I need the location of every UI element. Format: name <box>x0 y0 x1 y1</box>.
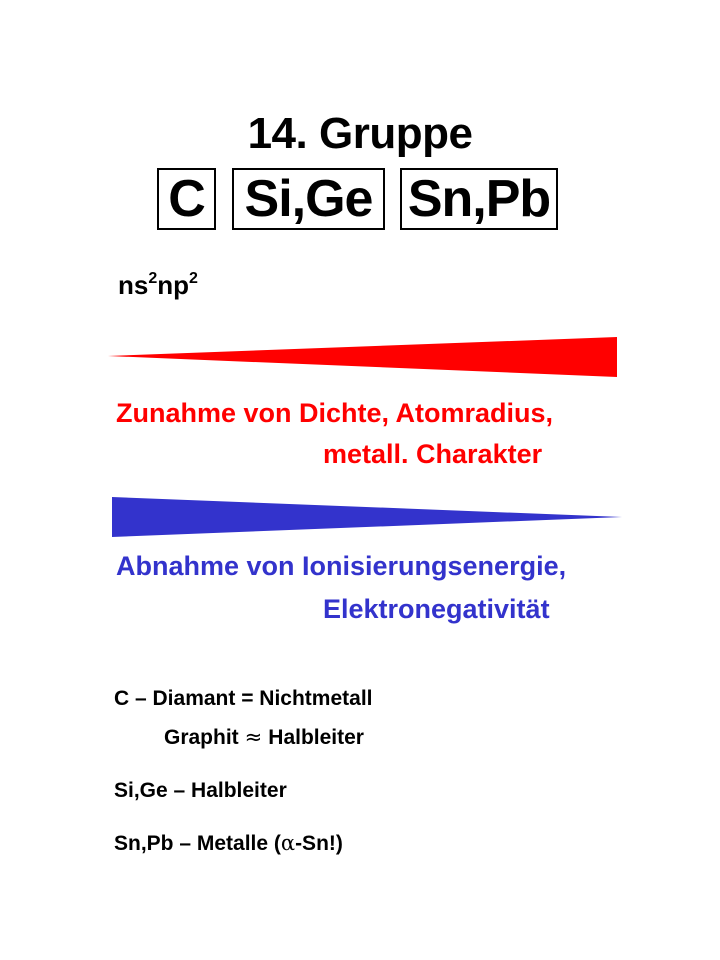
fact-si-ge: Si,Ge – Halbleiter <box>114 779 287 802</box>
element-box-sn-pb: Sn,Pb <box>400 168 558 230</box>
increase-line-1: Zunahme von Dichte, Atomradius, <box>116 398 554 428</box>
alpha-symbol: α <box>280 831 296 855</box>
element-box-si-ge: Si,Ge <box>232 168 385 230</box>
fact-sn-pb <box>114 829 343 858</box>
increase-line-2: metall. Charakter <box>323 439 543 469</box>
snpb-prefix: Sn,Pb – Metalle ( <box>114 832 281 855</box>
page-title: 14. Gruppe <box>247 109 473 158</box>
decrease-line-2: Elektronegativität <box>323 594 550 624</box>
config-base: ns <box>118 270 149 300</box>
element-box-c: C <box>157 168 216 230</box>
decrease-wedge <box>112 497 622 537</box>
config-superscript-2: 2 <box>189 270 198 287</box>
semiconductor-label: Halbleiter <box>268 726 364 749</box>
snpb-suffix: -Sn!) <box>295 832 343 855</box>
config-mid: np <box>157 270 190 300</box>
approx-symbol: ≈ <box>244 725 263 749</box>
fact-carbon-graphite <box>164 723 364 752</box>
graphite-label: Graphit <box>164 726 239 749</box>
decrease-line-1: Abnahme von Ionisierungsenergie, <box>116 551 567 581</box>
config-superscript-1: 2 <box>148 270 158 287</box>
fact-carbon-diamond: C – Diamant = Nichtmetall <box>114 687 373 710</box>
increase-wedge <box>108 337 617 377</box>
